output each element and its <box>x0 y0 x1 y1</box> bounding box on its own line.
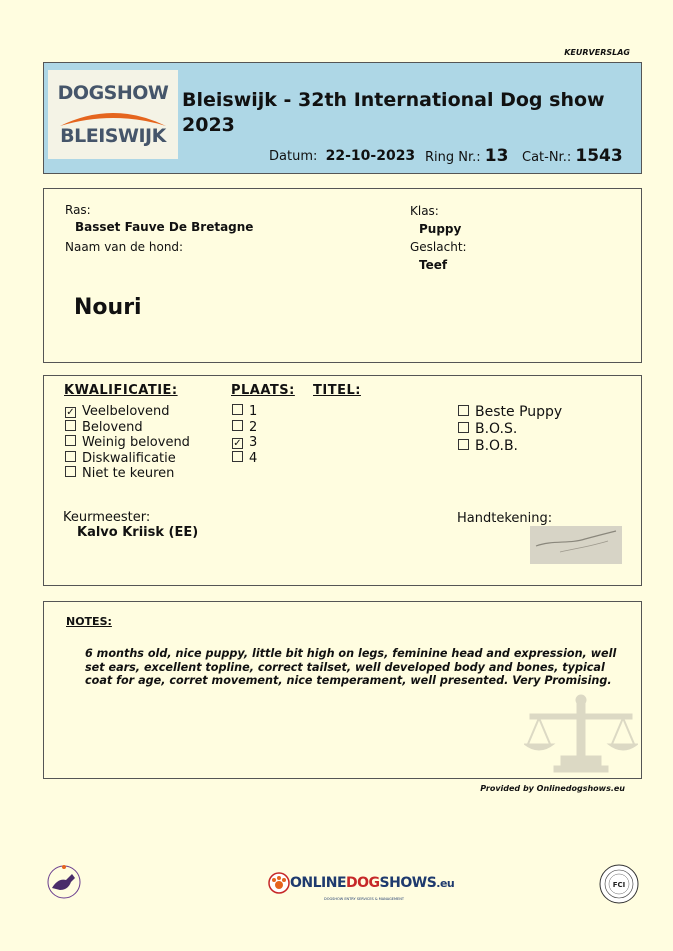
cat-label: Cat-Nr.: <box>522 150 572 165</box>
geslacht-label: Geslacht: <box>410 240 467 254</box>
document-type: KEURVERSLAG <box>564 48 630 57</box>
checkbox-icon[interactable] <box>232 451 243 462</box>
checkbox-icon[interactable] <box>65 466 76 477</box>
dog-name: Nouri <box>74 295 142 320</box>
fci-text: FCI <box>612 881 626 889</box>
plaats-option[interactable]: 2 <box>232 420 257 436</box>
titel-option[interactable]: B.O.B. <box>458 438 562 455</box>
kwalificatie-options <box>65 404 190 482</box>
checkbox-icon[interactable] <box>232 420 243 431</box>
klas-value: Puppy <box>419 222 462 236</box>
checkbox-icon[interactable] <box>65 451 76 462</box>
ring-field <box>425 146 508 166</box>
naam-label: Naam van de hond: <box>65 240 184 254</box>
plaats-heading: PLAATS: <box>231 383 295 398</box>
handtekening-label: Handtekening: <box>457 511 553 526</box>
logo-text-top: DOGSHOW <box>57 82 169 104</box>
datum-label: Datum: <box>269 149 318 164</box>
plaats-options <box>232 404 257 466</box>
fci-logo-icon <box>599 864 639 904</box>
cat-value: 1543 <box>575 146 623 166</box>
notes-text: 6 months old, nice puppy, little bit high on legs, feminine head and expression, well set ears, excellent topline, correct tailset, well developed body and bones, typical coat for age, corret movement, nice temperament, well presented. Very Promising. <box>85 647 617 688</box>
plaats-option[interactable]: 1 <box>232 404 257 420</box>
paw-icon <box>268 872 290 894</box>
titel-option[interactable]: B.O.S. <box>458 421 562 438</box>
show-title: Bleiswijk - 32th International Dog show 2023 <box>182 89 605 136</box>
checkbox-checked-icon[interactable]: ✓ <box>66 407 75 418</box>
plaats-option[interactable]: 4 <box>232 451 257 467</box>
ras-label: Ras: <box>65 203 91 217</box>
kwalificatie-heading: KWALIFICATIE: <box>64 383 178 398</box>
dog-info-panel <box>43 188 642 363</box>
kwalificatie-option[interactable]: Belovend <box>65 420 190 436</box>
titel-options <box>458 404 562 455</box>
keurmeester-value: Kalvo Kriisk (EE) <box>77 525 199 540</box>
checkbox-icon[interactable] <box>458 405 469 416</box>
ring-value: 13 <box>484 146 509 166</box>
notes-heading: NOTES: <box>66 615 112 628</box>
dog-logo-icon <box>46 864 82 900</box>
logo-text-bottom: BLEISWIJK <box>60 125 166 147</box>
checkbox-icon[interactable] <box>65 435 76 446</box>
kwalificatie-option[interactable]: ✓ Veelbelovend <box>66 404 170 419</box>
signature-scribble-icon <box>530 526 622 564</box>
onlinedogshows-logo <box>268 870 455 906</box>
checkbox-icon[interactable] <box>458 439 469 450</box>
keurmeester-label: Keurmeester: <box>63 510 151 525</box>
scales-watermark-icon <box>524 694 638 776</box>
datum-value: 22-10-2023 <box>325 148 416 164</box>
ring-label: Ring Nr.: <box>425 150 481 165</box>
titel-heading: TITEL: <box>313 383 361 398</box>
plaats-option[interactable]: ✓ 3 <box>233 435 258 450</box>
provided-by: Provided by Onlinedogshows.eu <box>480 784 625 793</box>
checkbox-icon[interactable] <box>65 420 76 431</box>
notes-panel <box>43 601 642 779</box>
cat-field <box>522 146 623 166</box>
datum-field <box>269 148 415 164</box>
judging-panel <box>43 375 642 586</box>
kwalificatie-option[interactable]: Weinig belovend <box>65 435 190 451</box>
checkbox-icon[interactable] <box>232 404 243 415</box>
footer-logo-tagline: DOGSHOW ENTRY SERVICES & MANAGEMENT <box>324 897 404 901</box>
dogshow-bleiswijk-logo <box>48 70 178 159</box>
kwalificatie-option[interactable]: Diskwalificatie <box>65 451 190 467</box>
kwalificatie-option[interactable]: Niet te keuren <box>65 466 190 482</box>
checkbox-checked-icon[interactable]: ✓ <box>233 438 242 449</box>
checkbox-icon[interactable] <box>458 422 469 433</box>
geslacht-value: Teef <box>419 258 448 272</box>
footer-logo-wordmark: ONLINEDOGSHOWS.eu <box>290 875 455 891</box>
signature-image <box>530 526 622 564</box>
ras-value: Basset Fauve De Bretagne <box>75 220 254 234</box>
titel-option[interactable]: Beste Puppy <box>458 404 562 421</box>
klas-label: Klas: <box>410 204 439 218</box>
header <box>43 62 642 174</box>
